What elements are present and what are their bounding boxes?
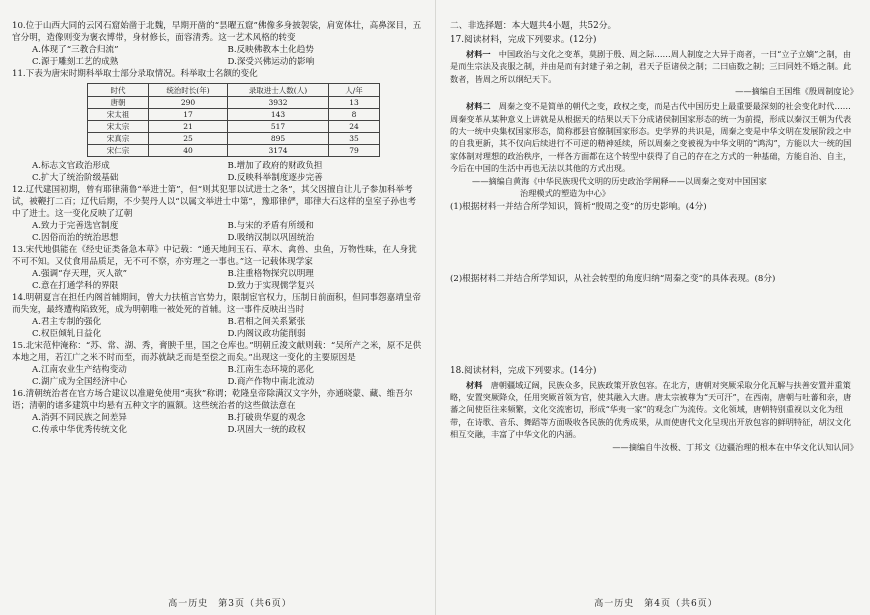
options-row: [12, 268, 423, 280]
option-a: A.标志文官政治形成: [32, 161, 110, 171]
options-row: [12, 44, 423, 56]
table-row: [88, 109, 380, 121]
table-cell: 143: [228, 109, 329, 121]
table-cell: 895: [228, 133, 329, 145]
admissions-table: [87, 83, 380, 157]
material-text: 周秦之变不是简单的朝代之变，政权之变，而是古代中国历史上最重要最深刻的社会变化时代……周秦变革从某种意义上讲就是从根据天的结果以天下分成诸侯制国家形态的统一为前提，形成以秦汉王朝为代表的大一统中央集权国家形态，简称郡县官僚制国家形态。史学界的共识是，周秦之变是中华文明在发展阶段之中的自我更新，其不仅向后续进行不可逆的精神延续，所以周秦之变被视为中华文明的“鸿沟”，方能以大一统的国家体制对理想的政治秩序，一样各方面都在这个转型中获得了自己的存在之方式的一种基础，方能自治、自主，今后在中国的生活中再也无法以其他的方式出现。: [450, 101, 852, 174]
table-cell: 13: [329, 97, 380, 109]
option-c: C.意在打通学科的界限: [32, 281, 119, 291]
option-d: D.吸纳汉制以巩固统治: [227, 233, 315, 243]
options-row: [12, 220, 423, 232]
table-cell: 17: [149, 109, 228, 121]
option-a: A.致力于完善选官制度: [32, 221, 119, 231]
table-cell: 唐朝: [88, 97, 149, 109]
question-10: 10.位于山西大同的云冈石窟始凿于北魏，早期开凿的“昙曜五窟”佛像多身披袈裟，肩宽体壮，高鼻深目，五官分明，造像则变为褒衣博带，身材修长，面容清秀。这一艺术风格的转变: [12, 21, 422, 43]
option-d: D.商产作物中南北流动: [227, 377, 315, 387]
table-row: [88, 121, 380, 133]
option-b: B.打破贵华夏的观念: [227, 413, 306, 423]
option-b: B.增加了政府的财政负担: [227, 161, 323, 171]
option-c: C.湖广成为全国经济中心: [32, 377, 127, 387]
options-row: [12, 232, 423, 244]
table-cell: 290: [149, 97, 228, 109]
option-d: D.致力于实现儒学复兴: [227, 281, 315, 291]
material-source: ——摘编自王国维《殷周制度论》: [735, 86, 858, 97]
question-18: 18.阅读材料，完成下列要求。(14分): [450, 365, 597, 376]
material-text: 唐朝疆域辽阔，民族众多，民族政策开放包容。在北方，唐朝对突厥采取分化瓦解与扶善安置并重策略，安置突厥降众，任用突厥首领为官，使其融入大唐。唐太宗被尊为“天可汗”，在西南，唐朝与吐蕃和亲，唐蕃之间使臣往来频繁，文化交流密切，形成“华夷一家”的观念广为流传。文化领域，唐朝特别重视以文化为纽带，在诗歌、音乐、舞蹈等方面吸收各民族的优秀成果，从而使唐代文化呈现出开放包容的鲜明特征，胡汉文化相互交融，丰富了中华文化的内涵。: [450, 379, 852, 440]
table-cell: 79: [329, 145, 380, 157]
table-row: [88, 97, 380, 109]
option-c: C.传承中华优秀传统文化: [32, 425, 127, 435]
table-header-row: [88, 84, 380, 97]
table-header: 录取进士人数(人): [228, 84, 329, 97]
option-a: A.江南农业生产结构变动: [32, 365, 127, 375]
option-d: D.内阁议政功能削弱: [227, 329, 306, 339]
table-cell: 21: [149, 121, 228, 133]
table-row: [88, 145, 380, 157]
sub-question-2: (2)根据材料二并结合所学知识，从社会转型的角度归纳“周秦之变”的具体表现。(8分): [450, 273, 776, 284]
option-c: C.扩大了统治阶级基础: [32, 173, 119, 183]
option-b: B.江南生态环境的恶化: [227, 365, 314, 375]
option-b: B.反映佛教本土化趋势: [227, 45, 314, 55]
options-row: [12, 172, 423, 184]
options-row: [12, 412, 423, 424]
sub-question-1: (1)根据材料一并结合所学知识，简析“殷周之变”的历史影响。(4分): [450, 201, 707, 212]
table-header: 人/年: [329, 84, 380, 97]
material-label: 材料一: [466, 49, 491, 59]
option-d: D.反映科举制度逐步完善: [227, 173, 323, 183]
table-cell: 8: [329, 109, 380, 121]
material-source: 治理模式的塑造为中心》: [520, 187, 611, 198]
option-a: A.强调“存天理，灭人欲”: [32, 269, 128, 279]
material-2: [450, 100, 858, 174]
table-row: [88, 133, 380, 145]
table-cell: 517: [228, 121, 329, 133]
question-17: 17.阅读材料，完成下列要求。(12分): [450, 35, 597, 45]
table-cell: 宋太祖: [88, 109, 149, 121]
option-b: B.注重格物探究以明理: [227, 269, 314, 279]
options-row: [12, 364, 423, 376]
material-1: [450, 48, 858, 85]
option-b: B.与宋的矛盾有所缓和: [227, 221, 314, 231]
material-label: 材料: [466, 379, 483, 390]
material-label: 材料二: [466, 101, 491, 112]
table-cell: 40: [149, 145, 228, 157]
table-header: 统治时长(年): [149, 84, 228, 97]
answer-space: [450, 285, 858, 365]
options-row: [12, 424, 423, 436]
question-13: 13.宋代地俱能在《经史证类备急本草》中记载：“通天地间玉石、草木、禽兽、虫鱼，万物性味，在人身犹不可不知。又仗食用品质足，无不可不察，亦穷理之一事也。”这一记载体现学家: [12, 245, 417, 267]
options-row: [12, 328, 423, 340]
material-source: ——摘编自牛汝极、丁邦文《边疆治理的根本在中华文化认知认同》: [612, 441, 858, 452]
table-cell: 24: [329, 121, 380, 133]
question-16: 16.清朝统治者在官方场合建议以准避免使用“夷狄”称谓；乾隆皇帝除满汉文字外，亦通晓蒙、藏、维吾尔语；清朝的诸多建筑中均悬有五种文字的匾额。这些统治者的这些做法意在: [12, 389, 413, 411]
table-cell: 宋真宗: [88, 133, 149, 145]
question-14: 14.明朝夏言在担任内阁首辅期间，曾大力扶植言官势力，限制宦官权力，压制日前面积，但同事怨嘉靖皇帝而失宠，最终遭构陷致死，成为明朝唯一被处死的首辅。这一事件反映出当时: [12, 293, 421, 315]
table-cell: 35: [329, 133, 380, 145]
option-c: C.源于雕刻工艺的成熟: [32, 57, 119, 67]
option-c: C.因俗而治的统治思想: [32, 233, 119, 243]
table-cell: 宋太宗: [88, 121, 149, 133]
table-cell: 3932: [228, 97, 329, 109]
options-row: [12, 376, 423, 388]
table-cell: 25: [149, 133, 228, 145]
option-c: C.权臣倾轧日益化: [32, 329, 102, 339]
option-a: A.体现了“三教合归流”: [32, 45, 119, 55]
question-15: 15.北宋范仲淹称：“苏、常、湖、秀，膏腴千里，国之仓库也。”明朝丘浚文献则载：“吴所产之米，原不足供本地之用，若江广之米不时而至，而苏就缺乏而是至偿之而矣。”出现这一变化的主要原因是: [12, 341, 422, 363]
material-source: ——摘编自黄海《中华民族现代文明的历史政治学阐释——以周秦之变对中国国家: [472, 175, 767, 186]
option-a: A.消弭不同民族之间差异: [32, 413, 127, 423]
option-d: D.深受兴佛运动的影响: [227, 57, 315, 67]
page-4: [436, 0, 870, 615]
options-row: [12, 280, 423, 292]
question-12: 12.辽代建国初期，曾有耶律蒲鲁“举进士第”，但“则其犯罪以试进士之条”，其父因擅自让儿子参加科举考试，被鞭打二百；辽代后期，不少契丹人以“以属文举进士中第”，豫耶律俨，耶律大石这样的皇室子孙也考中了进士。这一变化反映了辽朝: [12, 185, 417, 219]
option-d: D.巩固大一统的政权: [227, 425, 306, 435]
options-row: [12, 160, 423, 172]
material-18: [450, 379, 858, 441]
question-11: 11.下表为唐宋时期科举取士部分录取情况。科举取士名额的变化: [12, 69, 258, 79]
table-cell: 宋仁宗: [88, 145, 149, 157]
options-row: [12, 316, 423, 328]
answer-space: [450, 213, 858, 273]
page-footer: 高一历史 第4页（共6页）: [594, 599, 718, 609]
page-footer: 高一历史 第3页（共6页）: [168, 599, 292, 609]
option-b: B.君相之间关系紧张: [227, 317, 306, 327]
section-title: 二、非选择题：本大题共4小题，共52分。: [450, 21, 617, 31]
table-cell: 3174: [228, 145, 329, 157]
table-header: 时代: [88, 84, 149, 97]
option-a: A.君主专制的强化: [32, 317, 102, 327]
options-row: [12, 56, 423, 68]
material-text: 中国政治与文化之变革，莫剧于殷、周之际……周人制度之大异于商者，一曰“立子立嫡”之制，由是而生宗法及丧服之制，并由是而有封建子弟之制，君天子臣诸侯之制；二曰庙数之制；三曰同姓不婚之制。此数者，皆周之所以纲纪天下。: [450, 49, 852, 84]
